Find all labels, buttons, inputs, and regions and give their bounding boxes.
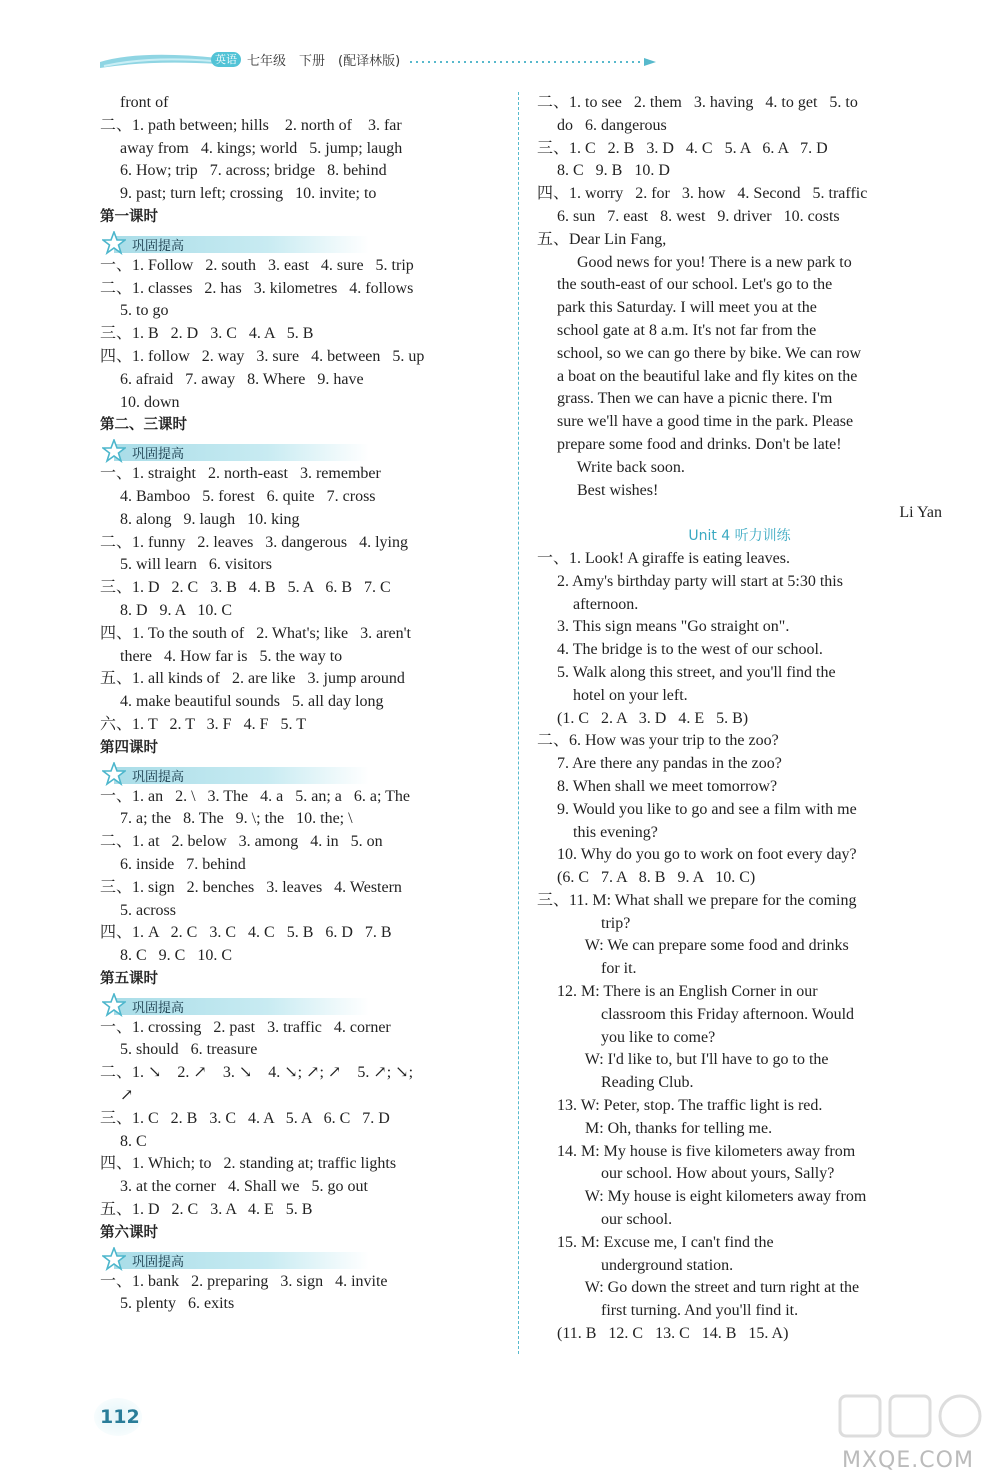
answer-line: Reading Club. [537,1074,694,1092]
answer-line: do 6. dangerous [537,116,667,134]
answer-line: 8. along 9. laugh 10. king [100,510,300,528]
answer-line: afternoon. [537,595,639,613]
section-band-label: 巩固提高 [132,447,185,463]
answer-line: 5. plenty 6. exits [100,1295,235,1313]
watermark-text: MXQE.COM [842,1448,974,1473]
star-icon [102,993,126,1017]
answer-line: 5. across [100,901,176,919]
answer-line: 五、Dear Lin Fang, [537,230,667,248]
answer-line: 四、1. A 2. C 3. C 4. C 5. B 6. D 7. B [100,924,392,942]
section-band [100,1247,508,1271]
page-number: 112 [100,1406,140,1428]
answer-line: 一、1. bank 2. preparing 3. sign 4. invite [100,1272,388,1290]
answer-line: 14. M: My house is five kilometers away from [537,1142,856,1160]
section-band-label: 巩固提高 [132,1254,185,1270]
answer-line: 6. sun 7. east 8. west 9. driver 10. costs [537,207,840,225]
star-icon [102,439,126,463]
answer-line: 二、1. ↘ 2. ↗ 3. ↘ 4. ↘; ↗; ↗ 5. ↗; ↘; [100,1064,414,1082]
answer-line: 6. afraid 7. away 8. Where 9. have [100,370,364,388]
answer-line: 二、1. at 2. below 3. among 4. in 5. on [100,833,383,851]
letter-signature: Li Yan [899,504,942,522]
answer-line: 15. M: Excuse me, I can't find the [537,1233,774,1251]
answer-line: front of [100,94,169,111]
answer-line: 四、1. worry 2. for 3. how 4. Second 5. traffic [537,185,868,203]
header-title: 七年级 下册 (配译林版) [247,54,401,69]
answer-line: 三、1. B 2. D 3. C 4. A 5. B [100,325,314,343]
left-column [100,92,508,1316]
answer-line: 二、1. path between; hills 2. north of 3. far [100,116,402,134]
answer-line: 一、1. crossing 2. past 3. traffic 4. corner [100,1018,391,1036]
section-band [100,231,508,255]
answer-line: school, so we can go there by bike. We can row [537,344,862,362]
answer-line: you like to come? [537,1028,716,1046]
answer-line: 三、1. C 2. B 3. C 4. A 5. A 6. C 7. D [100,1109,390,1127]
answer-line: 7. Are there any pandas in the zoo? [537,755,782,773]
answer-line: 5. Walk along this street, and you'll find the [537,663,836,681]
subject-badge: 英语 [211,52,241,67]
answer-line: 二、1. funny 2. leaves 3. dangerous 4. lying [100,533,408,551]
column-divider [518,92,519,1354]
answer-line: 一、1. straight 2. north-east 3. remember [100,465,381,483]
answer-line: grass. Then we can have a picnic there. I'm [537,390,833,408]
answer-line: 五、1. all kinds of 2. are like 3. jump around [100,670,405,688]
answer-line: 4. make beautiful sounds 5. all day long [100,693,384,711]
answer-line: 二、1. classes 2. has 3. kilometres 4. follows [100,279,414,297]
answer-line: 2. Amy's birthday party will start at 5:30 this [537,572,843,590]
answer-line: M: Oh, thanks for telling me. [537,1119,773,1137]
answer-line: 三、1. D 2. C 3. B 4. B 5. A 6. B 7. C [100,579,391,597]
answer-line: classroom this Friday afternoon. Would [537,1005,855,1023]
answer-line: (11. B 12. C 13. C 14. B 15. A) [537,1325,789,1343]
answer-line: the south-east of our school. Let's go to the [537,276,833,294]
answer-line: 8. C 9. B 10. D [537,162,670,180]
answer-line: 三、1. sign 2. benches 3. leaves 4. Western [100,878,402,896]
answer-line: 5. to go [100,302,169,320]
answer-line: 9. Would you like to go and see a film with me [537,800,857,818]
answer-line: 9. past; turn left; crossing 10. invite; to [100,185,377,203]
star-icon [102,1247,126,1271]
answer-line: hotel on your left. [537,686,688,704]
answer-line: 10. down [100,393,180,411]
answer-line: W: My house is eight kilometers away from [537,1188,867,1206]
star-icon [102,231,126,255]
answer-line: this evening? [537,823,658,841]
answer-line: 一、1. an 2. \ 3. The 4. a 5. an; a 6. a; The [100,787,411,805]
section-band-label: 巩固提高 [132,769,185,785]
answer-line: 一、1. Follow 2. south 3. east 4. sure 5. trip [100,256,414,274]
lesson-heading: 第五课时 [100,970,158,987]
answer-line: 4. The bridge is to the west of our school. [537,641,823,659]
star-icon [102,762,126,786]
right-column [537,92,942,1346]
section-band [100,993,508,1017]
answer-line: 6. inside 7. behind [100,855,246,873]
unit-title: Unit 4 听力训练 [688,528,791,545]
answer-line: away from 4. kings; world 5. jump; laugh [100,139,403,157]
answer-line: 四、1. To the south of 2. What's; like 3. aren't [100,624,411,642]
answer-line: (1. C 2. A 3. D 4. E 5. B) [537,709,749,727]
answer-line: (6. C 7. A 8. B 9. A 10. C) [537,869,756,887]
section-band-label: 巩固提高 [132,1000,185,1016]
section-band-label: 巩固提高 [132,238,185,254]
answer-line: 13. W: Peter, stop. The traffic light is red. [537,1097,823,1115]
answer-line: 10. Why do you go to work on foot every day? [537,846,857,864]
answer-line: 8. C [100,1132,147,1150]
answer-line: W: I'd like to, but I'll have to go to the [537,1051,829,1069]
answer-line: 四、1. follow 2. way 3. sure 4. between 5. up [100,347,425,365]
lesson-heading: 第四课时 [100,739,158,756]
lesson-heading: 第六课时 [100,1224,158,1241]
answer-line: 二、1. to see 2. them 3. having 4. to get 5. to [537,94,858,111]
answer-line: 6. How; trip 7. across; bridge 8. behind [100,162,387,180]
answer-line: 8. When shall we meet tomorrow? [537,777,778,795]
answer-line: 5. should 6. treasure [100,1041,258,1059]
section-band [100,762,508,786]
answer-line: our school. [537,1211,673,1229]
answer-line: 3. at the corner 4. Shall we 5. go out [100,1178,368,1196]
answer-line: for it. [537,960,637,978]
answer-line: 二、6. How was your trip to the zoo? [537,732,779,750]
answer-line: school gate at 8 a.m. It's not far from the [537,321,817,339]
answer-line: 3. This sign means "Go straight on". [537,618,790,636]
answer-line: 8. D 9. A 10. C [100,601,233,619]
answer-line: 四、1. Which; to 2. standing at; traffic lights [100,1155,397,1173]
header-swoosh-icon [100,48,220,72]
header-dotted-arrow-icon [410,58,658,66]
answer-line: W: Go down the street and turn right at the [537,1279,860,1297]
answer-line: 4. Bamboo 5. forest 6. quite 7. cross [100,487,376,505]
answer-line: W: We can prepare some food and drinks [537,937,849,955]
answer-line: 5. will learn 6. visitors [100,556,272,574]
answer-line: Write back soon. [537,458,685,476]
lesson-heading: 第二、三课时 [100,417,187,434]
answer-line: Good news for you! There is a new park to [537,253,852,271]
answer-line: 三、1. C 2. B 3. D 4. C 5. A 6. A 7. D [537,139,828,157]
answer-line: park this Saturday. I will meet you at the [537,299,817,317]
lesson-heading: 第一课时 [100,208,158,225]
answer-line: 8. C 9. C 10. C [100,947,233,965]
answer-line: 六、1. T 2. T 3. F 4. F 5. T [100,715,306,733]
section-band [100,439,508,463]
answer-line: ↗ [100,1087,134,1105]
answer-line: there 4. How far is 5. the way to [100,647,343,665]
answer-line: sure we'll have a good time in the park. Please [537,413,854,431]
answer-line: 三、11. M: What shall we prepare for the coming [537,891,857,909]
answer-line: our school. How about yours, Sally? [537,1165,835,1183]
answer-line: first turning. And you'll find it. [537,1302,799,1320]
answer-line: trip? [537,914,631,932]
answer-line: a boat on the beautiful lake and fly kites on the [537,367,858,385]
answer-line: 7. a; the 8. The 9. \; the 10. the; \ [100,810,353,828]
answer-line: 12. M: There is an English Corner in our [537,983,818,1001]
answer-line: 五、1. D 2. C 3. A 4. E 5. B [100,1201,313,1219]
answer-line: underground station. [537,1256,734,1274]
answer-line: 一、1. Look! A giraffe is eating leaves. [537,549,790,567]
answer-line: prepare some food and drinks. Don't be late! [537,435,842,453]
answer-line: Best wishes! [537,481,659,499]
